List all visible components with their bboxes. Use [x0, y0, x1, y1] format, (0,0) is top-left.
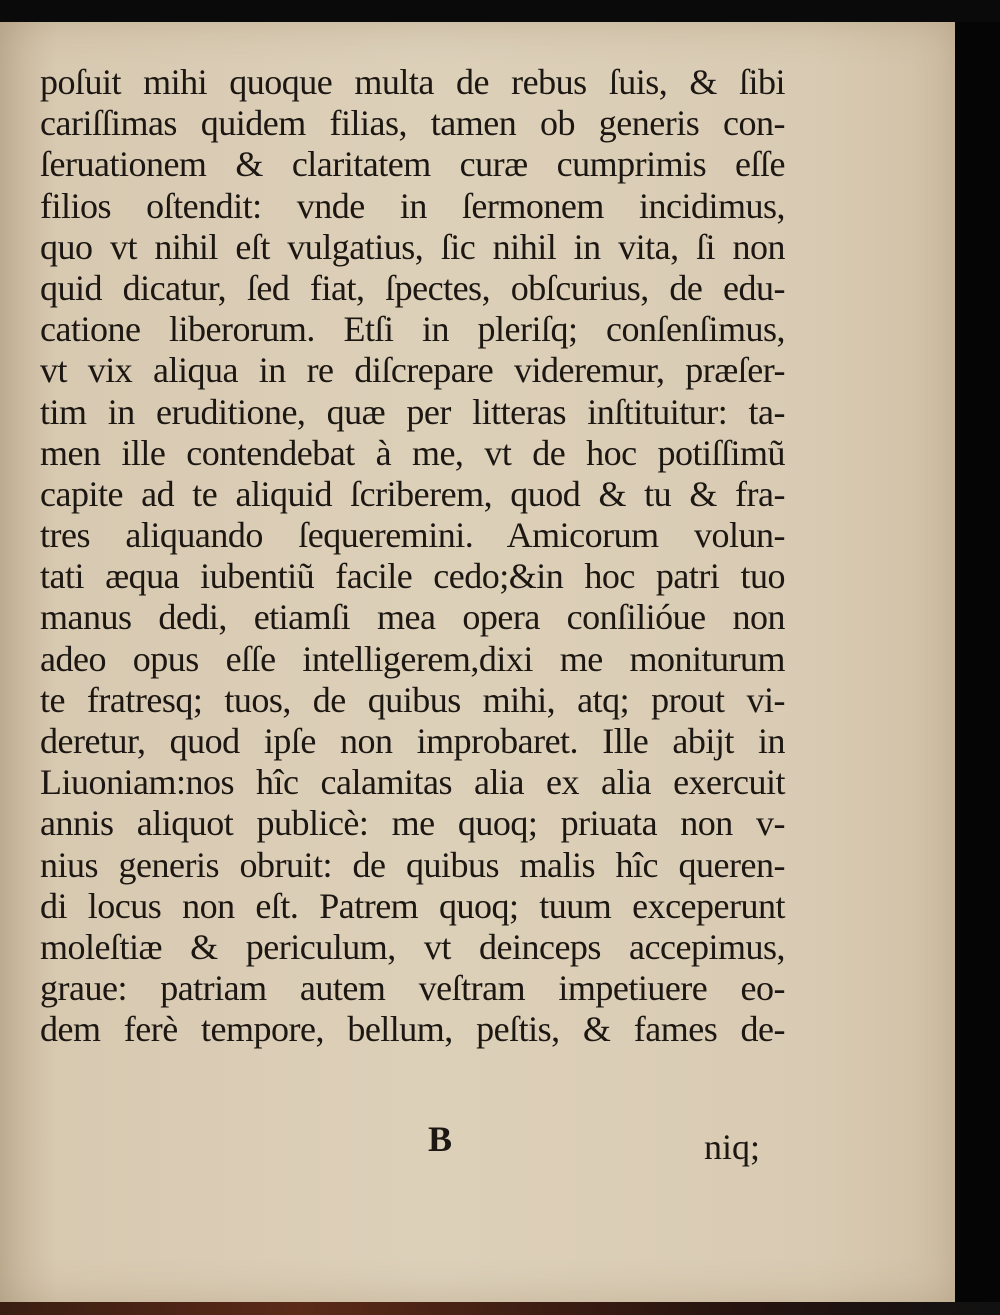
signature-mark: B: [428, 1119, 453, 1159]
text-line: tres aliquando ſequeremini. Amicorum volun-: [40, 515, 785, 556]
text-line: tati æqua iubentiũ facile cedo;&in hoc patri tuo: [40, 556, 785, 597]
catchword: niq;: [704, 1127, 761, 1167]
text-line: di locus non eſt. Patrem quoq; tuum exceperunt: [40, 885, 785, 926]
text-line: graue: patriam autem veſtram impetiuere eo-: [40, 968, 785, 1009]
text-line: manus dedi, etiamſi mea opera conſilióue non: [40, 597, 785, 638]
text-line: quo vt nihil eſt vulgatius, ſic nihil in vita, ſi non: [40, 226, 785, 267]
text-line: poſuit mihi quoque multa de rebus ſuis, & ſibi: [40, 62, 785, 102]
text-line: cariſſimas quidem filias, tamen ob generis con-: [40, 103, 785, 144]
text-line: moleſtiæ & periculum, vt deinceps accepimus,: [40, 926, 785, 967]
text-line: Liuoniam:nos hîc calamitas alia ex alia exercuit: [40, 762, 785, 803]
body-text: [40, 62, 785, 1051]
text-line: annis aliquot publicè: me quoq; priuata non v-: [40, 803, 785, 844]
text-line: nius generis obruit: de quibus malis hîc queren-: [40, 844, 785, 885]
text-line: ſeruationem & claritatem curæ cumprimis eſſe: [40, 144, 785, 185]
scan-background-right: [955, 22, 1000, 1302]
text-line: deretur, quod ipſe non improbaret. Ille abijt in: [40, 721, 785, 761]
text-line: te fratresq; tuos, de quibus mihi, atq; prout vi-: [40, 679, 785, 720]
text-line: catione liberorum. Etſi in pleriſq; conſenſimus,: [40, 309, 785, 350]
text-line: vt vix aliqua in re diſcrepare videremur, præſer-: [40, 350, 785, 391]
text-line: capite ad te aliquid ſcriberem, quod & tu & fra-: [40, 473, 785, 514]
text-line: tim in eruditione, quæ per litteras inſtituitur: ta-: [40, 391, 785, 432]
text-line: adeo opus eſſe intelligerem,dixi me moniturum: [40, 638, 785, 679]
text-line: men ille contendebat à me, vt de hoc potiſſimũ: [40, 432, 785, 473]
scan-background-bottom: [0, 1302, 1000, 1315]
text-line: dem ferè tempore, bellum, peſtis, & fames de-: [40, 1009, 785, 1050]
text-line: quid dicatur, ſed fiat, ſpectes, obſcurius, de edu-: [40, 267, 785, 308]
text-line: filios oſtendit: vnde in ſermonem incidimus,: [40, 185, 785, 226]
